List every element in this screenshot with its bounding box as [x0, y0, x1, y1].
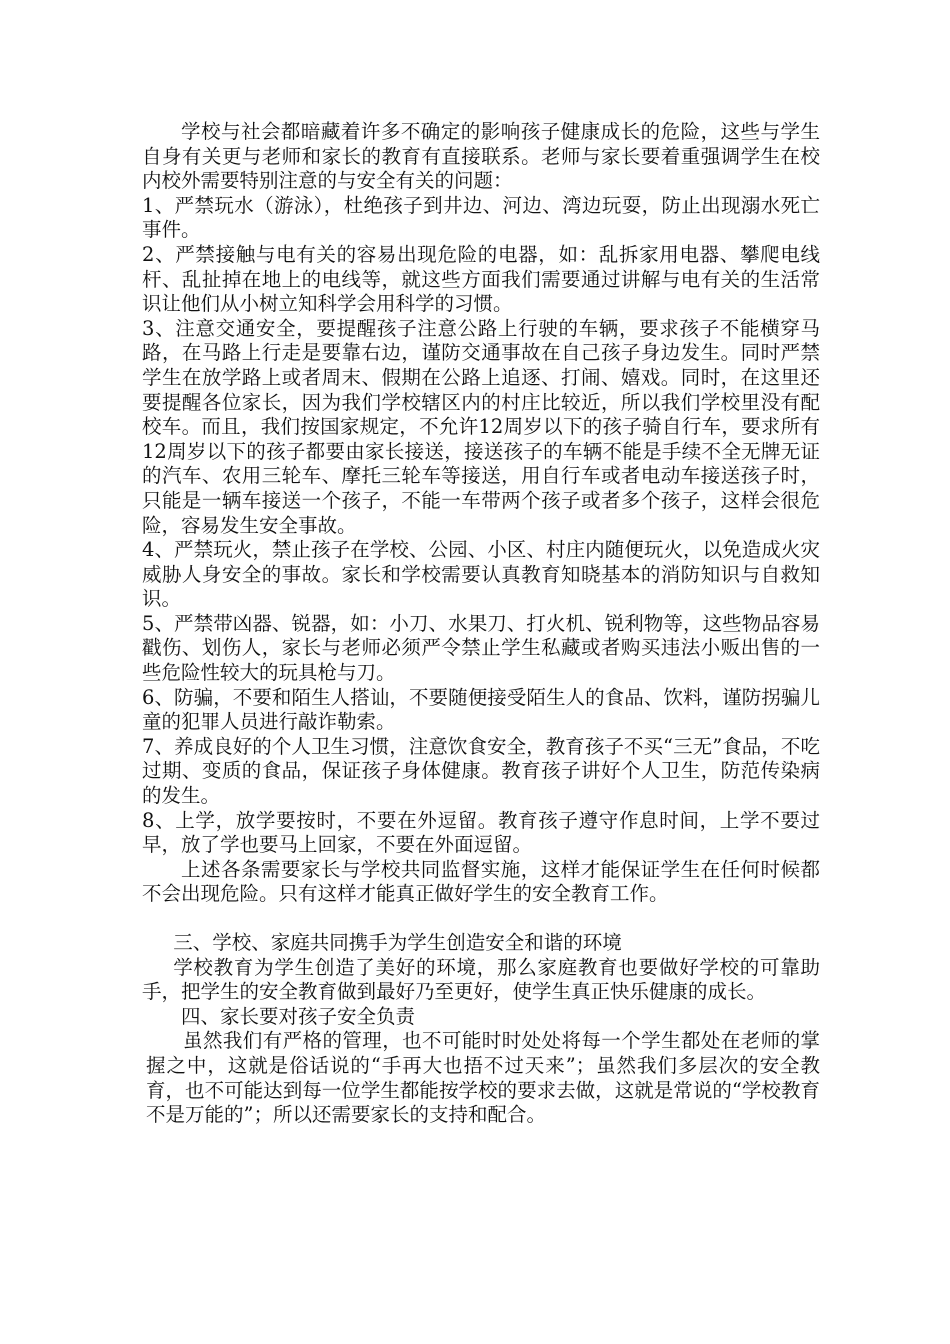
section-3-heading: 三、学校、家庭共同携手为学生创造安全和谐的环境 [173, 931, 622, 954]
list-item-8: 8、上学，放学要按时，不要在外逗留。教育孩子遵守作息时间，上学不要过早，放了学也要马上回家，不要在外面逗留。 [142, 808, 820, 857]
list-item-7: 7、养成良好的个人卫生习惯，注意饮食安全，教育孩子不买“三无”食品，不吃过期、变质的食品，保证孩子身体健康。教育孩子讲好个人卫生，防范传染病的发生。 [142, 734, 820, 808]
section-3-body: 学校教育为学生创造了美好的环境，那么家庭教育也要做好学校的可靠助手，把学生的安全教育做到最好乃至更好，使学生真正快乐健康的成长。 [142, 955, 820, 1004]
document-page [142, 120, 820, 1128]
list-item-5: 5、严禁带凶器、锐器，如：小刀、水果刀、打火机、锐利物等，这些物品容易戳伤、划伤人，家长与老师必须严令禁止学生私藏或者购买违法小贩出售的一些危险性较大的玩具枪与刀。 [142, 611, 820, 685]
list-item-2: 2、严禁接触与电有关的容易出现危险的电器，如：乱拆家用电器、攀爬电线杆、乱扯掉在地上的电线等，就这些方面我们需要通过讲解与电有关的生活常识让他们从小树立知科学会用科学的习惯。 [142, 242, 820, 316]
list-item-4: 4、严禁玩火，禁止孩子在学校、公园、小区、村庄内随便玩火，以免造成火灾威胁人身安全的事故。家长和学校需要认真教育知晓基本的消防知识与自救知识。 [142, 538, 820, 611]
section-4-block [142, 1029, 820, 1127]
intro-paragraph: 学校与社会都暗藏着许多不确定的影响孩子健康成长的危险，这些与学生自身有关更与老师和家长的教育有直接联系。老师与家长要着重强调学生在校内校外需要特别注意的与安全有关的问题： [142, 120, 820, 193]
list-item-1: 1、严禁玩水（游泳），杜绝孩子到井边、河边、湾边玩耍，防止出现溺水死亡事件。 [142, 193, 820, 242]
section-4-heading: 四、家长要对孩子安全负责 [181, 1004, 416, 1028]
section-4-body: 虽然我们有严格的管理，也不可能时时处处将每一个学生都处在老师的掌握之中，这就是俗话说的“手再大也捂不过天来”；虽然我们多层次的安全教育，也不可能达到每一位学生都能按学校的要求去做，这就是常说的“学校教育不是万能的”；所以还需要家长的支持和配合。 [146, 1029, 820, 1127]
list-item-6: 6、防骗，不要和陌生人搭讪，不要随便接受陌生人的食品、饮料，谨防拐骗儿童的犯罪人员进行敲诈勒索。 [142, 685, 820, 734]
summary-paragraph: 上述各条需要家长与学校共同监督实施，这样才能保证学生在任何时候都不会出现危险。只有这样才能真正做好学生的安全教育工作。 [142, 857, 820, 906]
list-item-3: 3、注意交通安全，要提醒孩子注意公路上行驶的车辆，要求孩子不能横穿马路，在马路上行走是要靠右边，谨防交通事故在自己孩子身边发生。同时严禁学生在放学路上或者周末、假期在公路上追逐、打闹、嬉戏。同时，在这里还要提醒各位家长，因为我们学校辖区内的村庄比较近，所以我们学校里没有配校车。而且，我们按国家规定，不允许12周岁以下的孩子骑自行车，要求所有12周岁以下的孩子都要由家长接送，接送孩子的车辆不能是手续不全无牌无证的汽车、农用三轮车、摩托三轮车等接送，用自行车或者电动车接送孩子时，只能是一辆车接送一个孩子，不能一车带两个孩子或者多个孩子，这样会很危险，容易发生安全事故。 [142, 316, 820, 537]
